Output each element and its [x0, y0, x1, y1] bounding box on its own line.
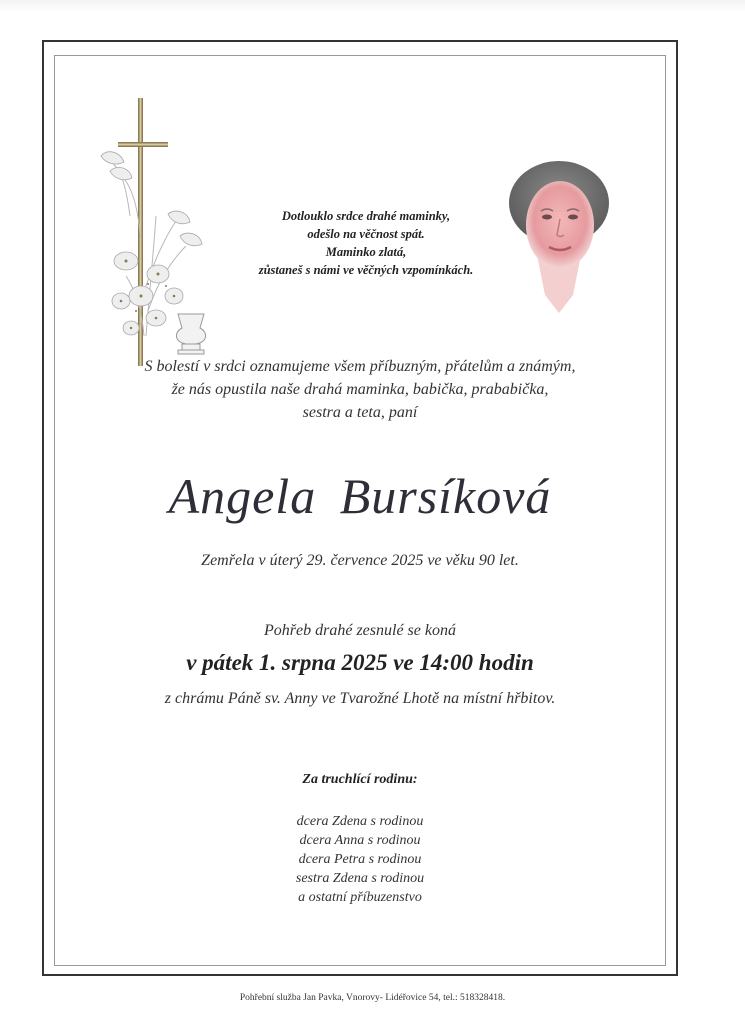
- intro-line: sestra a teta, paní: [302, 404, 418, 421]
- intro-line: S bolestí v srdci oznamujeme všem příbuzným, přátelům a známým,: [144, 358, 576, 375]
- funeral-date-time: v pátek 1. srpna 2025 ve 14:00 hodin: [186, 650, 534, 675]
- mourners-heading: Za truchlící rodinu:: [302, 772, 418, 787]
- funeral-place: z chrámu Páně sv. Anny ve Tvarožné Lhotě na místní hřbitov.: [164, 690, 556, 707]
- portrait-photo: [503, 155, 615, 315]
- funeral-intro: Pohřeb drahé zesnulé se koná: [264, 622, 456, 639]
- verse-line: Dotlouklo srdce drahé maminky,: [281, 209, 451, 223]
- mourner-item: sestra Zdena s rodinou: [295, 871, 425, 886]
- mourner-item: dcera Petra s rodinou: [298, 852, 422, 867]
- mourner-item: dcera Zdena s rodinou: [296, 814, 424, 829]
- mourners-list: [90, 812, 630, 907]
- page-edge-shadow: [0, 0, 745, 12]
- death-notice: Zemřela v úterý 29. července 2025 ve věku 90 let.: [201, 552, 519, 569]
- announcement-intro: [90, 355, 630, 424]
- mourner-item: dcera Anna s rodinou: [299, 833, 421, 848]
- deceased-name: Angela Bursíková: [168, 468, 552, 524]
- mourner-item: a ostatní příbuzenstvo: [298, 890, 422, 905]
- cross-with-lilies-icon: [96, 96, 226, 371]
- verse-line: zůstaneš s námi ve věčných vzpomínkách.: [258, 263, 474, 277]
- funeral-service-footer: Pohřební služba Jan Pavka, Vnorovy- Lidéřovice 54, tel.: 518328418.: [239, 993, 506, 1003]
- verse-line: odešlo na věčnost spát.: [307, 227, 425, 241]
- verse-line: Maminko zlatá,: [325, 245, 407, 259]
- memorial-verse: [232, 207, 500, 279]
- intro-line: že nás opustila naše drahá maminka, babička, prababička,: [171, 381, 549, 398]
